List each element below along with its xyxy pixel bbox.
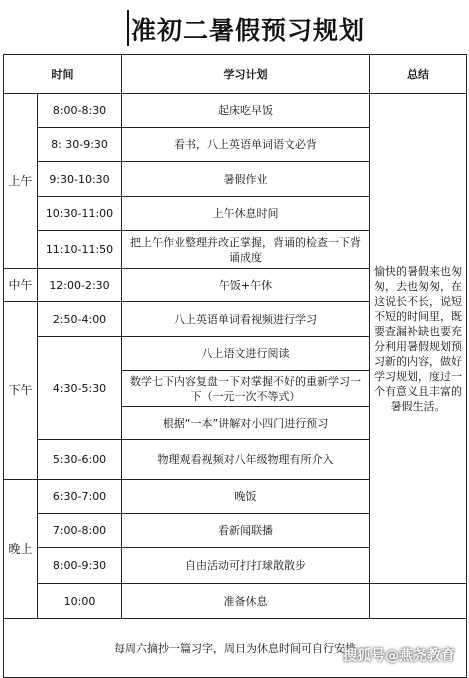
header-summary: 总结 [370, 55, 467, 94]
time-cell: 9:30-10:30 [38, 162, 122, 197]
watermark: 搜狐号@燕尧教育 [343, 648, 455, 664]
time-cell: 12:00-2:30 [38, 269, 122, 302]
plan-cell: 物理观看视频对八年级物理有所介入 [122, 440, 370, 480]
plan-cell: 暑假作业 [122, 162, 370, 197]
plan-cell: 午饭+午休 [122, 269, 370, 302]
time-cell: 7:00-8:00 [38, 514, 122, 548]
plan-cell: 看新闻联播 [122, 514, 370, 548]
title-area [0, 0, 469, 54]
period-afternoon: 下午 [4, 302, 38, 480]
plan-cell: 八上英语单词看视频进行学习 [122, 302, 370, 337]
plan-cell: 数学七下内容复盘一下对掌握不好的重新学习一下（一元一次不等式） [122, 371, 370, 407]
table-row [4, 584, 467, 619]
period-morning: 上午 [4, 94, 38, 269]
summary-cell: 愉快的暑假来也匆匆，去也匆匆，在这说长不长，说短不短的时间里，既要查漏补缺也要充分利用暑假规划预习新的内容，做好学习规划，度过一个有意义且丰富的暑假生活。 [370, 94, 467, 584]
plan-cell: 看书，八上英语单词语文必背 [122, 128, 370, 162]
time-cell: 10:30-11:00 [38, 197, 122, 231]
text-cursor [127, 10, 129, 46]
plan-cell: 根据“一本”讲解对小四门进行预习 [122, 407, 370, 440]
time-cell: 6:30-7:00 [38, 480, 122, 514]
header-time: 时间 [4, 55, 122, 94]
time-cell: 5:30-6:00 [38, 440, 122, 480]
schedule-table [3, 54, 467, 678]
time-cell: 8:00-8:30 [38, 94, 122, 128]
page-title: 准初二暑假预习规划 [131, 16, 366, 45]
plan-cell: 起床吃早饭 [122, 94, 370, 128]
plan-cell: 上午休息时间 [122, 197, 370, 231]
header-row [4, 55, 467, 94]
plan-cell: 自由活动可打打球散散步 [122, 548, 370, 584]
header-plan: 学习计划 [122, 55, 370, 94]
time-cell: 11:10-11:50 [38, 231, 122, 269]
period-noon: 中午 [4, 269, 38, 302]
plan-cell: 八上语文进行阅读 [122, 337, 370, 371]
table-row [4, 94, 467, 128]
plan-cell: 晚饭 [122, 480, 370, 514]
plan-cell: 准备休息 [122, 584, 370, 619]
time-cell: 10:00 [38, 584, 122, 619]
plan-cell: 把上午作业整理并改正掌握，背诵的检查一下背诵成度 [122, 231, 370, 269]
period-evening: 晚上 [4, 480, 38, 619]
time-cell: 8: 30-9:30 [38, 128, 122, 162]
time-cell: 4:30-5:30 [38, 337, 122, 440]
footer-note: 每周六摘抄一篇习字，周日为休息时间可自行安排 [4, 619, 467, 678]
time-cell: 8:00-9:30 [38, 548, 122, 584]
time-cell: 2:50-4:00 [38, 302, 122, 337]
summary-blank-cell [370, 584, 467, 619]
